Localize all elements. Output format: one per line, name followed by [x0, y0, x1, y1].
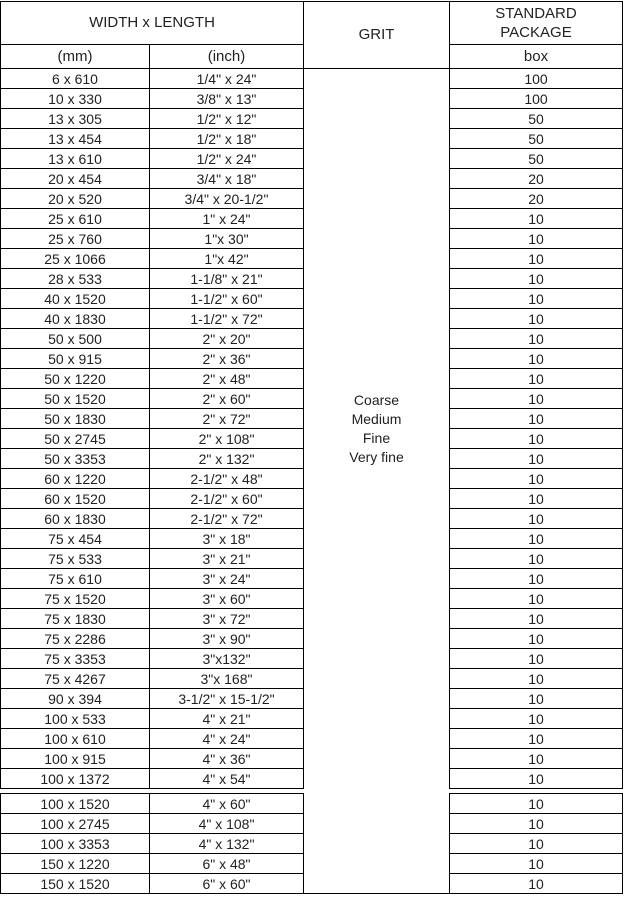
- mm-size-cell: 50 x 2745: [1, 429, 150, 449]
- box-unit-header: box: [450, 45, 623, 69]
- table-row: [1, 794, 623, 814]
- header-row: [1, 2, 623, 45]
- inch-size-cell: 2" x 60": [150, 389, 304, 409]
- box-quantity-cell: 10: [450, 794, 623, 814]
- inch-size-cell: 3/4" x 20-1/2": [150, 189, 304, 209]
- mm-size-cell: 75 x 3353: [1, 649, 150, 669]
- table-row: [1, 69, 623, 89]
- grit-header: GRIT: [304, 2, 450, 69]
- box-quantity-cell: 10: [450, 249, 623, 269]
- mm-size-cell: 60 x 1520: [1, 489, 150, 509]
- grit-cell-continued: [304, 794, 450, 894]
- box-quantity-cell: 10: [450, 769, 623, 789]
- box-quantity-cell: 10: [450, 834, 623, 854]
- inch-size-cell: 3" x 21": [150, 549, 304, 569]
- box-quantity-cell: 10: [450, 589, 623, 609]
- box-quantity-cell: 20: [450, 169, 623, 189]
- mm-size-cell: 13 x 305: [1, 109, 150, 129]
- box-quantity-cell: 10: [450, 429, 623, 449]
- inch-size-cell: 2" x 36": [150, 349, 304, 369]
- grit-value: Medium: [351, 410, 402, 427]
- mm-size-cell: 20 x 520: [1, 189, 150, 209]
- mm-size-cell: 28 x 533: [1, 269, 150, 289]
- mm-size-cell: 50 x 1520: [1, 389, 150, 409]
- mm-size-cell: 100 x 3353: [1, 834, 150, 854]
- mm-size-cell: 100 x 1520: [1, 794, 150, 814]
- mm-size-cell: 60 x 1220: [1, 469, 150, 489]
- mm-size-cell: 20 x 454: [1, 169, 150, 189]
- mm-size-cell: 50 x 915: [1, 349, 150, 369]
- inch-size-cell: 1-1/8" x 21": [150, 269, 304, 289]
- mm-size-cell: 75 x 1520: [1, 589, 150, 609]
- grit-value: Very fine: [349, 448, 404, 465]
- box-quantity-cell: 100: [450, 89, 623, 109]
- inch-size-cell: 2" x 132": [150, 449, 304, 469]
- box-quantity-cell: 10: [450, 689, 623, 709]
- box-quantity-cell: 10: [450, 549, 623, 569]
- box-quantity-cell: 10: [450, 409, 623, 429]
- box-quantity-cell: 50: [450, 129, 623, 149]
- mm-size-cell: 10 x 330: [1, 89, 150, 109]
- mm-size-cell: 25 x 760: [1, 229, 150, 249]
- inch-size-cell: 3-1/2" x 15-1/2": [150, 689, 304, 709]
- mm-size-cell: 100 x 1372: [1, 769, 150, 789]
- inch-size-cell: 3" x 24": [150, 569, 304, 589]
- inch-size-cell: 1"x 42": [150, 249, 304, 269]
- box-quantity-cell: 10: [450, 449, 623, 469]
- mm-size-cell: 75 x 610: [1, 569, 150, 589]
- inch-size-cell: 3" x 72": [150, 609, 304, 629]
- mm-size-cell: 13 x 454: [1, 129, 150, 149]
- size-table-continued: [0, 793, 623, 894]
- box-quantity-cell: 50: [450, 109, 623, 129]
- box-quantity-cell: 10: [450, 529, 623, 549]
- box-quantity-cell: 10: [450, 269, 623, 289]
- inch-size-cell: 1/2" x 18": [150, 129, 304, 149]
- inch-size-cell: 6" x 60": [150, 874, 304, 894]
- box-quantity-cell: 10: [450, 629, 623, 649]
- mm-size-cell: 100 x 915: [1, 749, 150, 769]
- box-quantity-cell: 10: [450, 569, 623, 589]
- mm-size-cell: 75 x 533: [1, 549, 150, 569]
- mm-unit-header: (mm): [1, 45, 150, 69]
- inch-size-cell: 1" x 24": [150, 209, 304, 229]
- box-quantity-cell: 10: [450, 329, 623, 349]
- standard-package-line1: STANDARD: [495, 5, 577, 22]
- inch-size-cell: 3"x 168": [150, 669, 304, 689]
- inch-size-cell: 4" x 24": [150, 729, 304, 749]
- inch-size-cell: 3/4" x 18": [150, 169, 304, 189]
- box-quantity-cell: 10: [450, 309, 623, 329]
- size-table-continued-body: [1, 794, 623, 894]
- box-quantity-cell: 10: [450, 349, 623, 369]
- box-quantity-cell: 50: [450, 149, 623, 169]
- mm-size-cell: 40 x 1520: [1, 289, 150, 309]
- inch-size-cell: 3" x 18": [150, 529, 304, 549]
- inch-size-cell: 1/4" x 24": [150, 69, 304, 89]
- inch-size-cell: 3"x132": [150, 649, 304, 669]
- inch-size-cell: 3" x 60": [150, 589, 304, 609]
- box-quantity-cell: 10: [450, 489, 623, 509]
- inch-size-cell: 3/8" x 13": [150, 89, 304, 109]
- inch-size-cell: 1/2" x 24": [150, 149, 304, 169]
- mm-size-cell: 75 x 1830: [1, 609, 150, 629]
- box-quantity-cell: 10: [450, 209, 623, 229]
- inch-size-cell: 1/2" x 12": [150, 109, 304, 129]
- box-quantity-cell: 10: [450, 389, 623, 409]
- mm-size-cell: 50 x 500: [1, 329, 150, 349]
- mm-size-cell: 75 x 2286: [1, 629, 150, 649]
- inch-size-cell: 4" x 21": [150, 709, 304, 729]
- mm-size-cell: 25 x 610: [1, 209, 150, 229]
- mm-size-cell: 100 x 610: [1, 729, 150, 749]
- mm-size-cell: 150 x 1220: [1, 854, 150, 874]
- mm-size-cell: 6 x 610: [1, 69, 150, 89]
- grit-cell: [304, 69, 450, 789]
- width-length-header: WIDTH x LENGTH: [1, 2, 304, 45]
- inch-size-cell: 1-1/2" x 60": [150, 289, 304, 309]
- size-table: [0, 1, 623, 789]
- mm-size-cell: 90 x 394: [1, 689, 150, 709]
- inch-size-cell: 3" x 90": [150, 629, 304, 649]
- inch-size-cell: 2-1/2" x 60": [150, 489, 304, 509]
- box-quantity-cell: 10: [450, 749, 623, 769]
- inch-size-cell: 4" x 60": [150, 794, 304, 814]
- box-quantity-cell: 10: [450, 874, 623, 894]
- inch-size-cell: 2" x 108": [150, 429, 304, 449]
- inch-unit-header: (inch): [150, 45, 304, 69]
- mm-size-cell: 25 x 1066: [1, 249, 150, 269]
- inch-size-cell: 6" x 48": [150, 854, 304, 874]
- mm-size-cell: 40 x 1830: [1, 309, 150, 329]
- mm-size-cell: 100 x 533: [1, 709, 150, 729]
- box-quantity-cell: 10: [450, 814, 623, 834]
- inch-size-cell: 4" x 54": [150, 769, 304, 789]
- inch-size-cell: 1-1/2" x 72": [150, 309, 304, 329]
- mm-size-cell: 150 x 1520: [1, 874, 150, 894]
- box-quantity-cell: 10: [450, 649, 623, 669]
- inch-size-cell: 4" x 36": [150, 749, 304, 769]
- inch-size-cell: 2-1/2" x 48": [150, 469, 304, 489]
- box-quantity-cell: 10: [450, 669, 623, 689]
- box-quantity-cell: 10: [450, 289, 623, 309]
- mm-size-cell: 50 x 3353: [1, 449, 150, 469]
- inch-size-cell: 4" x 108": [150, 814, 304, 834]
- mm-size-cell: 50 x 1220: [1, 369, 150, 389]
- box-quantity-cell: 10: [450, 369, 623, 389]
- inch-size-cell: 4" x 132": [150, 834, 304, 854]
- mm-size-cell: 13 x 610: [1, 149, 150, 169]
- inch-size-cell: 1"x 30": [150, 229, 304, 249]
- mm-size-cell: 50 x 1830: [1, 409, 150, 429]
- standard-package-line2: PACKAGE: [500, 24, 572, 41]
- mm-size-cell: 60 x 1830: [1, 509, 150, 529]
- size-table-body: [1, 2, 623, 789]
- inch-size-cell: 2-1/2" x 72": [150, 509, 304, 529]
- mm-size-cell: 75 x 4267: [1, 669, 150, 689]
- box-quantity-cell: 10: [450, 709, 623, 729]
- inch-size-cell: 2" x 48": [150, 369, 304, 389]
- box-quantity-cell: 10: [450, 469, 623, 489]
- mm-size-cell: 75 x 454: [1, 529, 150, 549]
- box-quantity-cell: 10: [450, 609, 623, 629]
- standard-package-header: [450, 2, 623, 45]
- inch-size-cell: 2" x 20": [150, 329, 304, 349]
- box-quantity-cell: 20: [450, 189, 623, 209]
- box-quantity-cell: 10: [450, 509, 623, 529]
- box-quantity-cell: 10: [450, 854, 623, 874]
- grit-value: Fine: [362, 429, 391, 446]
- grit-value: Coarse: [353, 391, 400, 408]
- mm-size-cell: 100 x 2745: [1, 814, 150, 834]
- box-quantity-cell: 10: [450, 229, 623, 249]
- inch-size-cell: 2" x 72": [150, 409, 304, 429]
- box-quantity-cell: 100: [450, 69, 623, 89]
- box-quantity-cell: 10: [450, 729, 623, 749]
